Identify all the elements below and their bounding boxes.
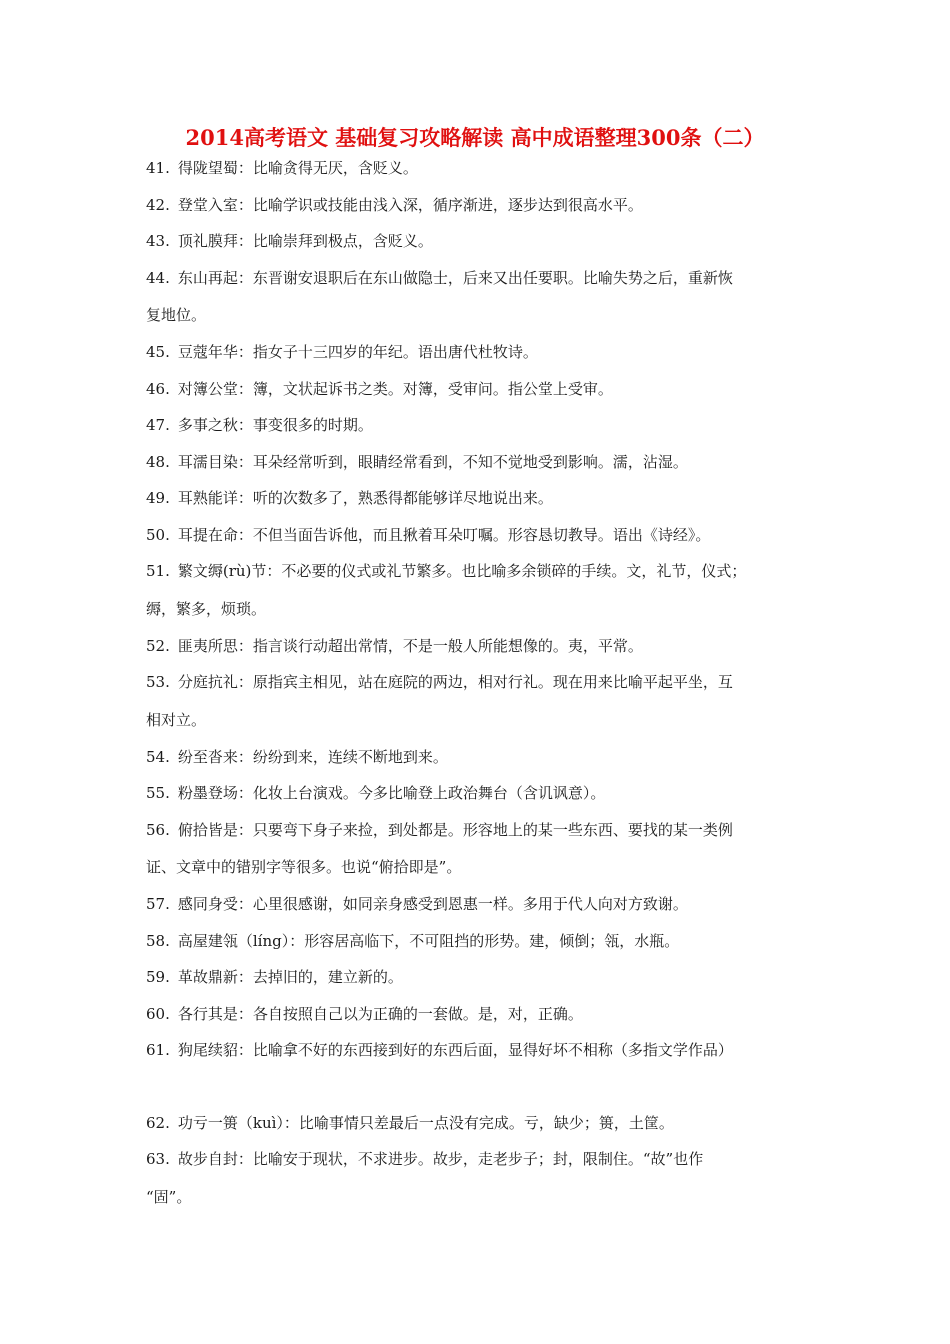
list-item <box>146 996 816 1033</box>
entry-text: 得陇望蜀：比喻贪得无厌，含贬义。 <box>177 159 418 177</box>
entry-number: 63. <box>146 1150 170 1168</box>
list-item <box>146 444 816 481</box>
entry-number: 41. <box>146 159 170 177</box>
blank-line <box>146 1069 816 1105</box>
entry-line <box>146 923 816 960</box>
entry-line <box>146 517 816 554</box>
entry-line <box>146 371 816 408</box>
entry-number: 62. <box>146 1113 170 1132</box>
entry-line <box>146 812 816 849</box>
entry-number: 43. <box>146 232 170 250</box>
entry-text: 纷至沓来：纷纷到来，连续不断地到来。 <box>177 747 448 766</box>
entry-number: 53. <box>146 673 170 691</box>
page-title: 2014高考语文 基础复习攻略解读 高中成语整理300条（二） <box>185 125 765 150</box>
entry-text: 顶礼膜拜：比喻崇拜到极点，含贬义。 <box>177 232 433 250</box>
list-item <box>146 187 816 224</box>
list-item <box>146 775 816 812</box>
entry-line <box>146 739 816 776</box>
entry-line <box>146 444 816 481</box>
list-item <box>146 1105 816 1142</box>
entry-number: 44. <box>146 268 170 287</box>
entry-line <box>146 480 816 517</box>
entry-continuation: 相对立。 <box>146 710 207 729</box>
entry-text: 粉墨登场：化妆上台演戏。今多比喻登上政治舞台（含讥讽意）。 <box>177 784 606 802</box>
entry-text: 多事之秋：事变很多的时期。 <box>177 416 373 434</box>
entry-text: 登堂入室：比喻学识或技能由浅入深，循序渐进，逐步达到很高水平。 <box>177 195 643 214</box>
entry-number: 42. <box>146 195 170 214</box>
entry-text: 俯拾皆是：只要弯下身子来捡，到处都是。形容地上的某一些东西、要找的某一类例 <box>177 820 733 839</box>
entry-text: 狗尾续貂：比喻拿不好的东西接到好的东西后面，显得好坏不相称（多指文学作品） <box>177 1041 733 1059</box>
entry-number: 52. <box>146 636 170 655</box>
list-item <box>146 664 816 739</box>
list-item <box>146 923 816 960</box>
entry-line <box>146 553 816 590</box>
list-item <box>146 223 816 260</box>
entry-number: 51. <box>146 562 170 580</box>
entry-number: 45. <box>146 343 170 361</box>
list-item <box>146 886 816 923</box>
entry-number: 49. <box>146 489 170 507</box>
entry-number: 61. <box>146 1041 170 1059</box>
entry-number: 60. <box>146 1004 170 1023</box>
list-item <box>146 739 816 776</box>
entry-continuation: 缛，繁多，烦琐。 <box>146 599 267 618</box>
entry-number: 58. <box>146 931 170 950</box>
entry-line <box>146 1105 816 1142</box>
entry-number: 57. <box>146 895 170 913</box>
entry-text: 豆蔻年华：指女子十三四岁的年纪。语出唐代杜牧诗。 <box>177 343 538 361</box>
entry-number: 47. <box>146 416 170 434</box>
entry-line <box>146 150 816 187</box>
entry-text: 东山再起：东晋谢安退职后在东山做隐士，后来又出任要职。比喻失势之后，重新恢 <box>177 268 733 287</box>
entry-continuation: 复地位。 <box>146 306 207 324</box>
entry-text: 感同身受：心里很感谢，如同亲身感受到恩惠一样。多用于代人向对方致谢。 <box>177 895 688 913</box>
entry-line <box>146 407 816 444</box>
entry-text: 耳熟能详：听的次数多了，熟悉得都能够详尽地说出来。 <box>177 489 553 507</box>
entry-line <box>146 1141 816 1178</box>
entry-line <box>146 223 816 260</box>
list-item <box>146 334 816 371</box>
entry-text: 匪夷所思：指言谈行动超出常情，不是一般人所能想像的。夷，平常。 <box>177 636 643 655</box>
entry-line <box>146 886 816 923</box>
list-item <box>146 260 816 335</box>
entry-line <box>146 996 816 1033</box>
entry-line <box>146 628 816 665</box>
list-item <box>146 517 816 554</box>
entry-line <box>146 260 816 297</box>
entry-text: 耳提在命：不但当面告诉他，而且揪着耳朵叮嘱。形容恳切教导。语出《诗经》。 <box>177 525 711 544</box>
entry-number: 59. <box>146 968 170 986</box>
entry-line <box>146 959 816 996</box>
entry-number: 56. <box>146 820 170 839</box>
entry-continuation: 证、文章中的错别字等很多。也说“俯拾即是”。 <box>146 858 462 876</box>
entry-line <box>146 187 816 224</box>
entry-text: 高屋建瓴（líng）：形容居高临下，不可阻挡的形势。建，倾倒；瓴，水瓶。 <box>177 931 680 950</box>
entry-number: 48. <box>146 452 170 471</box>
entry-line <box>146 1032 816 1069</box>
entry-number: 46. <box>146 379 170 398</box>
entry-line <box>146 775 816 812</box>
list-item <box>146 1141 816 1216</box>
entry-line <box>146 334 816 371</box>
list-item <box>146 959 816 996</box>
entry-text: 革故鼎新：去掉旧的，建立新的。 <box>177 968 403 986</box>
list-item <box>146 480 816 517</box>
list-item <box>146 812 816 887</box>
entry-text: 功亏一篑（kuì）：比喻事情只差最后一点没有完成。亏，缺少；篑，土筐。 <box>177 1113 674 1132</box>
list-item <box>146 150 816 187</box>
entry-text: 繁文缛(rù)节：不必要的仪式或礼节繁多。也比喻多余锁碎的手续。文，礼节，仪式； <box>177 562 747 580</box>
list-item <box>146 407 816 444</box>
entry-text: 故步自封：比喻安于现状，不求进步。故步，走老步子；封，限制住。“故”也作 <box>177 1150 704 1168</box>
list-item <box>146 553 816 628</box>
list-item <box>146 628 816 665</box>
entry-text: 各行其是：各自按照自己以为正确的一套做。是，对，正确。 <box>177 1004 583 1023</box>
entry-number: 50. <box>146 525 170 544</box>
list-item <box>146 1032 816 1069</box>
entry-line <box>146 664 816 701</box>
entry-number: 55. <box>146 784 170 802</box>
entry-number: 54. <box>146 747 170 766</box>
entry-text: 对簿公堂：簿，文状起诉书之类。对簿，受审问。指公堂上受审。 <box>177 379 613 398</box>
idiom-list <box>146 150 816 1216</box>
entry-continuation: “固”。 <box>146 1187 192 1206</box>
entry-text: 耳濡目染：耳朵经常听到，眼睛经常看到，不知不觉地受到影响。濡，沾湿。 <box>177 452 688 471</box>
entry-text: 分庭抗礼：原指宾主相见，站在庭院的两边，相对行礼。现在用来比喻平起平坐，互 <box>177 673 733 691</box>
list-item <box>146 371 816 408</box>
